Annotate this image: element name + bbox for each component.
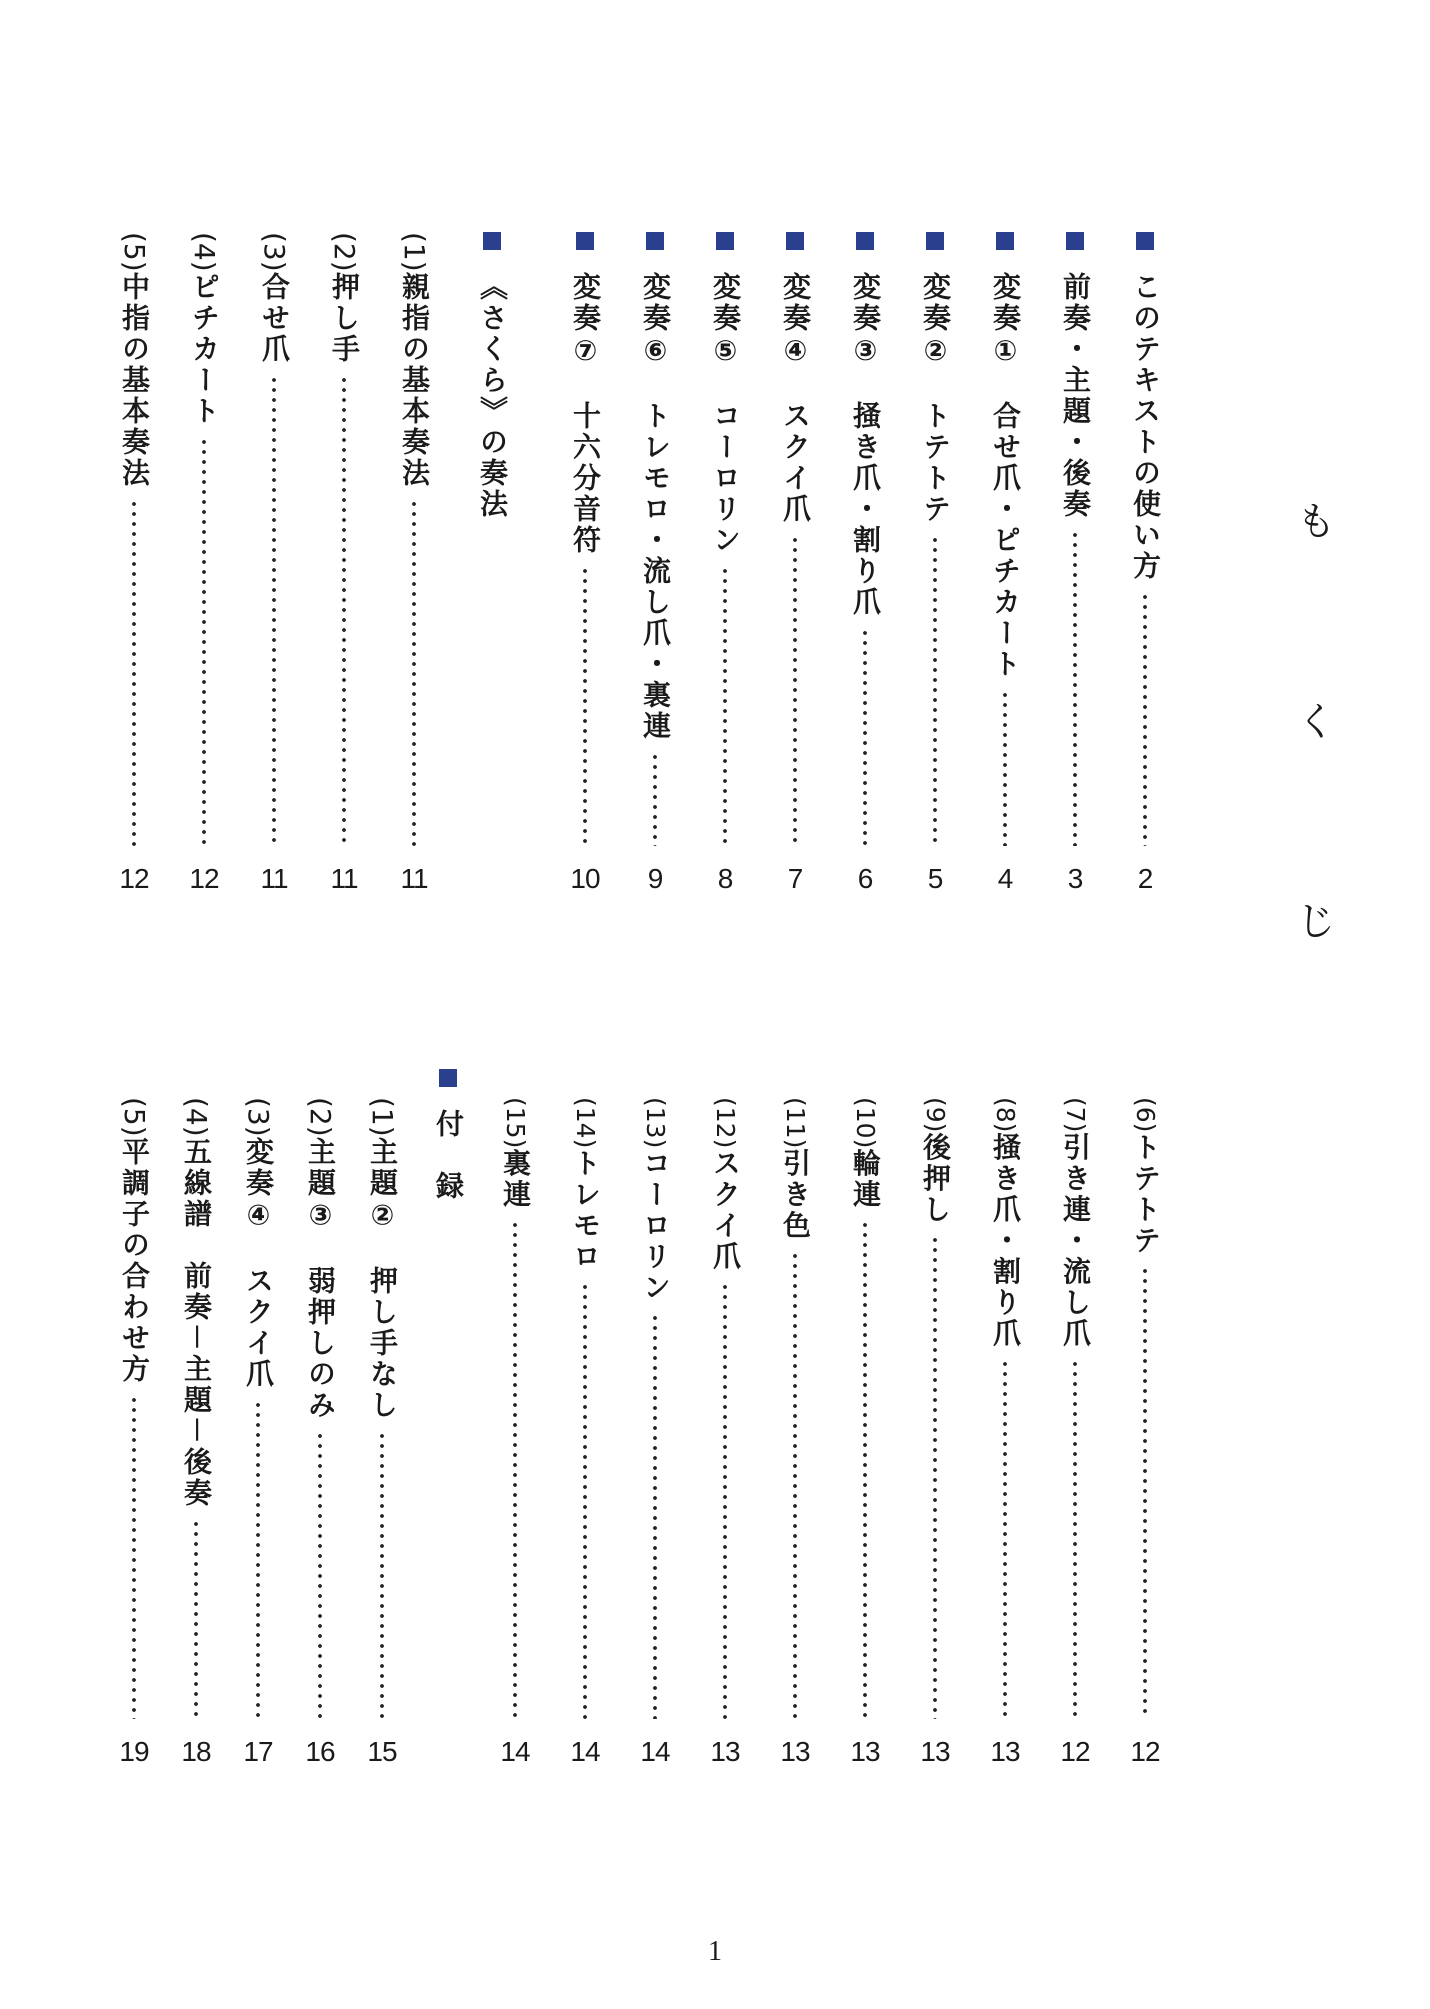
toc-section-heading[interactable] <box>470 232 514 894</box>
bullet-square-icon <box>1136 232 1154 250</box>
toc-page-number: 14 <box>570 1736 600 1767</box>
dot-leader <box>1142 592 1148 846</box>
toc-page-number: 11 <box>330 863 358 894</box>
bullet-square-icon <box>576 232 594 250</box>
toc-entry[interactable] <box>773 1097 817 1767</box>
toc-entry-number: (5) <box>118 232 151 272</box>
dot-leader <box>317 1431 323 1719</box>
toc-entry-number: (7) <box>1061 1097 1090 1133</box>
toc-page-number: 13 <box>990 1736 1020 1767</box>
dot-leader <box>582 1282 588 1719</box>
toc-section-title: 付 録 <box>432 1109 465 1202</box>
toc-entry[interactable] <box>913 232 957 894</box>
toc-entry-text <box>298 1097 342 1421</box>
toc-page-number: 16 <box>305 1736 335 1767</box>
dot-leader <box>512 1220 518 1719</box>
toc-entry-text: 変奏⑥ トレモロ・流し爪・裏連 <box>639 272 672 742</box>
toc-entry-text <box>112 232 156 489</box>
dot-leader <box>201 437 207 846</box>
toc-entry[interactable] <box>392 232 436 894</box>
toc-page-number: 10 <box>570 863 600 894</box>
toc-page-number: 3 <box>1067 863 1083 894</box>
bullet-square-icon <box>483 232 501 250</box>
toc-page-number: 13 <box>920 1736 950 1767</box>
toc-entry-label: トテトテ <box>1129 1132 1162 1257</box>
dot-leader <box>652 1313 658 1719</box>
bullet-square-icon <box>646 232 664 250</box>
toc-entry-number: (10) <box>851 1097 880 1149</box>
toc-entry-label: 主題③ 弱押しのみ <box>304 1136 337 1421</box>
toc-entry-number: (6) <box>1131 1097 1160 1133</box>
toc-entry-text: 変奏⑦ 十六分音符 <box>569 272 602 556</box>
toc-page-number: 13 <box>710 1736 740 1767</box>
toc-entry[interactable] <box>1123 232 1167 894</box>
toc-page-number: 11 <box>260 863 288 894</box>
toc-entry-text <box>322 232 366 365</box>
toc-entry-text: 変奏⑤ コーロリン <box>709 272 742 556</box>
toc-entry[interactable] <box>843 1097 887 1767</box>
toc-entry[interactable] <box>703 232 747 894</box>
toc-entry-text: 変奏③ 掻き爪・割り爪 <box>849 272 882 618</box>
toc-entry-label: 変奏④ スクイ爪 <box>242 1136 275 1390</box>
toc-entry-text <box>182 232 226 427</box>
toc-entry-text <box>252 232 296 365</box>
toc-entry[interactable] <box>174 1097 218 1767</box>
toc-entry-number: (3) <box>242 1097 275 1137</box>
toc-entry-text <box>1123 1097 1167 1256</box>
toc-entry-number: (11) <box>781 1097 810 1149</box>
toc-entry-text <box>236 1097 280 1390</box>
dot-leader <box>792 1251 798 1719</box>
toc-entry-text: 前奏・主題・後奏 <box>1059 272 1092 520</box>
dot-leader <box>1072 530 1078 846</box>
toc-entry-number: (1) <box>366 1097 399 1137</box>
toc-entry-label: 親指の基本奏法 <box>398 271 431 489</box>
dot-leader <box>131 1395 137 1719</box>
toc-entry-label: 合せ爪 <box>258 271 291 365</box>
dot-leader <box>792 535 798 846</box>
bullet-square-icon <box>926 232 944 250</box>
toc-page-number: 9 <box>647 863 663 894</box>
dot-leader <box>1002 690 1008 846</box>
dot-leader <box>862 1220 868 1719</box>
toc-page-number: 13 <box>780 1736 810 1767</box>
toc-entry-label: 輪連 <box>849 1148 882 1211</box>
toc-entry-number: (2) <box>328 232 361 272</box>
dot-leader <box>341 375 347 846</box>
toc-entry-number: (1) <box>398 232 431 272</box>
toc-entry-label: 後押し <box>919 1132 952 1226</box>
toc-entry-number: (3) <box>258 232 291 272</box>
toc-page-number: 2 <box>1137 863 1153 894</box>
toc-entry-number: (4) <box>188 232 221 272</box>
toc-page-number: 6 <box>857 863 873 894</box>
toc-entry[interactable] <box>983 1097 1027 1767</box>
dot-leader <box>131 499 137 846</box>
toc-page-number: 18 <box>181 1736 211 1767</box>
toc-entry-label: スクイ爪 <box>709 1148 742 1273</box>
toc-page-number: 12 <box>1130 1736 1160 1767</box>
toc-page-number: 8 <box>717 863 733 894</box>
toc-entry-text: 変奏① 合せ爪・ピチカート <box>989 272 1022 680</box>
toc-entry-text <box>843 1097 887 1210</box>
toc-entry-text <box>112 1097 156 1385</box>
toc-entry-label: 裏連 <box>499 1148 532 1211</box>
toc-entry-text <box>392 232 436 489</box>
toc-entry-text <box>703 1097 747 1272</box>
toc-entry[interactable] <box>633 1097 677 1767</box>
toc-page-number: 14 <box>640 1736 670 1767</box>
toc-entry-number: (2) <box>304 1097 337 1137</box>
toc-entry[interactable] <box>843 232 887 894</box>
toc-page-number: 12 <box>119 863 149 894</box>
toc-section-title: 《さくら》の奏法 <box>476 272 509 520</box>
toc-entry-label: コーロリン <box>639 1148 672 1304</box>
toc-entry[interactable] <box>252 232 296 894</box>
toc-entry[interactable] <box>563 1097 607 1767</box>
dot-leader <box>652 752 658 846</box>
toc-entry-label: 引き色 <box>779 1148 812 1242</box>
toc-entry-label: 引き連・流し爪 <box>1059 1132 1092 1350</box>
toc-entry[interactable] <box>983 232 1027 894</box>
dot-leader <box>1142 1266 1148 1719</box>
dot-leader <box>862 628 868 846</box>
toc-entry[interactable] <box>236 1097 280 1767</box>
toc-entry-label: 平調子の合わせ方 <box>118 1136 151 1385</box>
toc-entry-label: ピチカート <box>188 271 221 427</box>
dot-leader <box>1002 1359 1008 1719</box>
toc-entry[interactable] <box>633 232 677 894</box>
dot-leader <box>932 1235 938 1719</box>
toc-entry[interactable] <box>182 232 226 894</box>
toc-entry-text <box>360 1097 404 1421</box>
toc-entry[interactable] <box>1123 1097 1167 1767</box>
toc-entry-number: (12) <box>711 1097 740 1149</box>
bullet-square-icon <box>716 232 734 250</box>
toc-entry-number: (15) <box>501 1097 530 1149</box>
toc-entry-number: (8) <box>991 1097 1020 1133</box>
dot-leader <box>379 1431 385 1719</box>
bullet-square-icon <box>1066 232 1084 250</box>
toc-entry-label: トレモロ <box>569 1148 602 1273</box>
toc-entry-text <box>913 1097 957 1225</box>
toc-entry-label: 掻き爪・割り爪 <box>989 1132 1022 1350</box>
toc-entry-number: (9) <box>921 1097 950 1133</box>
toc-entry-label: 五線譜 前奏－主題－後奏 <box>180 1136 213 1509</box>
toc-page-number: 19 <box>119 1736 149 1767</box>
dot-leader <box>271 375 277 846</box>
toc-entry-text <box>773 1097 817 1241</box>
dot-leader <box>722 566 728 846</box>
footer-page-number: 1 <box>708 1936 722 1967</box>
toc-entry[interactable] <box>1053 1097 1097 1767</box>
page-title: も く じ <box>1289 500 1336 1000</box>
dot-leader <box>1072 1359 1078 1719</box>
toc-page-number: 12 <box>1060 1736 1090 1767</box>
toc-page-number: 7 <box>787 863 803 894</box>
toc-entry-text <box>633 1097 677 1303</box>
toc-page-number: 11 <box>400 863 428 894</box>
bullet-square-icon <box>439 1069 457 1087</box>
toc-entry[interactable] <box>493 1097 537 1767</box>
toc-entry[interactable] <box>360 1097 404 1767</box>
dot-leader <box>193 1519 199 1719</box>
toc-entry[interactable] <box>298 1097 342 1767</box>
toc-page-number: 13 <box>850 1736 880 1767</box>
dot-leader <box>582 566 588 846</box>
toc-entry[interactable] <box>913 1097 957 1767</box>
toc-entry[interactable] <box>563 232 607 894</box>
toc-entry-text <box>563 1097 607 1272</box>
toc-entry-text <box>174 1097 218 1509</box>
toc-entry[interactable] <box>112 232 156 894</box>
toc-entry[interactable] <box>773 232 817 894</box>
dot-leader <box>722 1282 728 1719</box>
toc-entry[interactable] <box>703 1097 747 1767</box>
toc-entry[interactable] <box>112 1097 156 1767</box>
dot-leader <box>255 1400 261 1719</box>
toc-page-number: 15 <box>367 1736 397 1767</box>
toc-entry-number: (13) <box>641 1097 670 1149</box>
toc-page-number: 4 <box>997 863 1013 894</box>
toc-entry-label: 中指の基本奏法 <box>118 271 151 489</box>
toc-page-number: 12 <box>189 863 219 894</box>
toc-page-number: 17 <box>243 1736 273 1767</box>
toc-entry-text <box>493 1097 537 1210</box>
toc-entry-text: このテキストの使い方 <box>1129 272 1162 582</box>
dot-leader <box>411 499 417 846</box>
bullet-square-icon <box>996 232 1014 250</box>
toc-entry[interactable] <box>1053 232 1097 894</box>
toc-page-number: 5 <box>927 863 943 894</box>
toc-page-number: 14 <box>500 1736 530 1767</box>
toc-entry-number: (5) <box>118 1097 151 1137</box>
toc-entry[interactable] <box>322 232 366 894</box>
toc-entry-text <box>1053 1097 1097 1349</box>
toc-entry-number: (14) <box>571 1097 600 1149</box>
toc-entry-label: 主題② 押し手なし <box>366 1136 399 1421</box>
bullet-square-icon <box>786 232 804 250</box>
toc-entry-text: 変奏④ スクイ爪 <box>779 272 812 525</box>
dot-leader <box>932 535 938 846</box>
toc-entry-text: 変奏② トテトテ <box>919 272 952 525</box>
bullet-square-icon <box>856 232 874 250</box>
toc-entry-text <box>983 1097 1027 1349</box>
toc-section-heading[interactable] <box>426 1097 470 1767</box>
toc-entry-number: (4) <box>180 1097 213 1137</box>
toc-entry-label: 押し手 <box>328 271 361 365</box>
